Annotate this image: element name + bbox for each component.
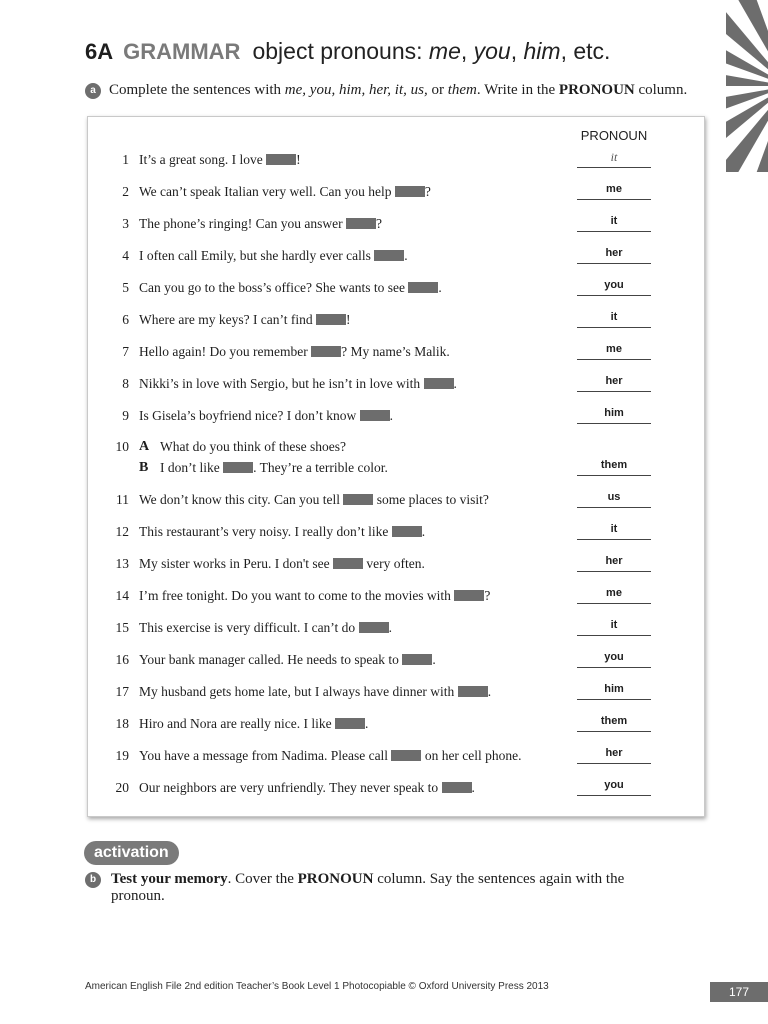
table-row <box>0 309 768 331</box>
answer-field: us <box>577 489 651 508</box>
table-row <box>0 457 768 479</box>
answer-field: it <box>577 213 651 232</box>
table-row <box>0 436 768 458</box>
activation-label: activation <box>84 841 179 865</box>
table-row <box>0 681 768 703</box>
answer-field: them <box>577 713 651 732</box>
blank-gap <box>343 494 373 505</box>
item-number: 1 <box>122 152 129 167</box>
item-number: 18 <box>115 716 129 731</box>
table-row <box>0 181 768 203</box>
blank-gap <box>360 410 390 421</box>
blank-gap <box>391 750 421 761</box>
sentence: I’m free tonight. Do you want to come to the movies with ? <box>139 588 491 603</box>
blank-gap <box>395 186 425 197</box>
item-number: 17 <box>115 684 129 699</box>
dialogue-line: What do you think of these shoes? <box>160 439 346 454</box>
blank-gap <box>374 250 404 261</box>
item-number: 10 <box>115 439 129 454</box>
table-row <box>0 213 768 235</box>
answer-field: them <box>577 457 651 476</box>
item-number: 6 <box>122 312 129 327</box>
speaker-a: A <box>139 439 150 454</box>
answer-field: it <box>577 149 651 168</box>
sentence: This restaurant’s very noisy. I really don’t like . <box>139 524 426 539</box>
sentence: We don’t know this city. Can you tell some places to visit? <box>139 492 489 507</box>
blank-gap <box>424 378 454 389</box>
speaker-b: B <box>139 460 149 475</box>
table-row <box>0 713 768 735</box>
answer-field: it <box>577 617 651 636</box>
blank-gap <box>402 654 432 665</box>
blank-gap <box>335 718 365 729</box>
sentence: I don’t like . They’re a terrible color. <box>160 460 388 475</box>
answer-field: me <box>577 341 651 360</box>
answer-field: her <box>577 745 651 764</box>
table-row <box>0 777 768 799</box>
item-number: 11 <box>116 492 129 507</box>
item-number: 5 <box>122 280 129 295</box>
item-number: 3 <box>122 216 129 231</box>
answer-field: her <box>577 373 651 392</box>
sentence: I often call Emily, but she hardly ever calls . <box>139 248 408 263</box>
footer-credit <box>85 981 549 992</box>
exercise-b-instruction: b Test your memory. Cover the PRONOUN column. Say the sentences again with the pronoun. <box>85 871 645 905</box>
book-title: American English File 2nd edition Teacher’s Book Level 1 <box>85 981 340 992</box>
answer-field: you <box>577 777 651 796</box>
blank-gap <box>333 558 363 569</box>
sentence: Nikki’s in love with Sergio, but he isn’t in love with . <box>139 376 457 391</box>
item-number: 9 <box>122 408 129 423</box>
item-number: 16 <box>115 652 129 667</box>
sentence: Is Gisela’s boyfriend nice? I don’t know . <box>139 408 393 423</box>
page-title: object pronouns: me, you, him, etc. <box>252 38 611 64</box>
table-row <box>0 745 768 767</box>
blank-gap <box>316 314 346 325</box>
sentence: Your bank manager called. He needs to speak to . <box>139 652 436 667</box>
table-row <box>0 521 768 543</box>
sentence: Hiro and Nora are really nice. I like . <box>139 716 369 731</box>
blank-gap <box>223 462 253 473</box>
answer-field: you <box>577 649 651 668</box>
blank-gap <box>346 218 376 229</box>
section-label: GRAMMAR <box>123 39 241 64</box>
answer-field: her <box>577 245 651 264</box>
answer-field: it <box>577 521 651 540</box>
table-row <box>0 489 768 511</box>
unit-code: 6A <box>85 39 114 64</box>
item-number: 15 <box>115 620 129 635</box>
answer-field: you <box>577 277 651 296</box>
item-number: 2 <box>122 184 129 199</box>
sentence: You have a message from Nadima. Please call on her cell phone. <box>139 748 522 763</box>
exercise-badge-b: b <box>85 872 101 888</box>
sentence: Where are my keys? I can’t find ! <box>139 312 351 327</box>
answer-field: her <box>577 553 651 572</box>
page-number: 177 <box>710 982 768 1002</box>
item-number: 14 <box>115 588 129 603</box>
page-heading <box>85 34 610 72</box>
sentence: We can’t speak Italian very well. Can you help ? <box>139 184 431 199</box>
item-number: 13 <box>115 556 129 571</box>
item-number: 8 <box>122 376 129 391</box>
blank-gap <box>266 154 296 165</box>
sentence: My husband gets home late, but I always have dinner with . <box>139 684 492 699</box>
blank-gap <box>454 590 484 601</box>
sentence: The phone’s ringing! Can you answer ? <box>139 216 382 231</box>
item-number: 12 <box>115 524 129 539</box>
item-number: 7 <box>122 344 129 359</box>
item-number: 20 <box>115 780 129 795</box>
blank-gap <box>392 526 422 537</box>
pronoun-column-header: PRONOUN <box>580 128 648 143</box>
blank-gap <box>359 622 389 633</box>
exercise-badge-a: a <box>85 83 101 99</box>
sentence: Our neighbors are very unfriendly. They never speak to . <box>139 780 475 795</box>
sentence: This exercise is very difficult. I can’t do . <box>139 620 392 635</box>
answer-field: him <box>577 681 651 700</box>
sentence: Hello again! Do you remember ? My name’s Malik. <box>139 344 450 359</box>
table-row <box>0 405 768 427</box>
table-row <box>0 373 768 395</box>
answer-field: it <box>577 309 651 328</box>
table-row <box>0 649 768 671</box>
sentence: Can you go to the boss’s office? She wants to see . <box>139 280 442 295</box>
table-row <box>0 585 768 607</box>
exercise-a-instruction: a Complete the sentences with me, you, him, her, it, us, or them. Write in the PRONOUN column. <box>85 80 735 100</box>
item-number: 4 <box>122 248 129 263</box>
copyright: Photocopiable © Oxford University Press 2013 <box>339 981 549 992</box>
table-row <box>0 149 768 171</box>
blank-gap <box>458 686 488 697</box>
item-number: 19 <box>115 748 129 763</box>
table-row <box>0 617 768 639</box>
table-row <box>0 553 768 575</box>
sentence: It’s a great song. I love ! <box>139 152 301 167</box>
table-row <box>0 277 768 299</box>
blank-gap <box>442 782 472 793</box>
table-row <box>0 245 768 267</box>
blank-gap <box>311 346 341 357</box>
answer-field: me <box>577 181 651 200</box>
answer-field: me <box>577 585 651 604</box>
answer-field: him <box>577 405 651 424</box>
table-row <box>0 341 768 363</box>
sentence: My sister works in Peru. I don't see very often. <box>139 556 425 571</box>
blank-gap <box>408 282 438 293</box>
